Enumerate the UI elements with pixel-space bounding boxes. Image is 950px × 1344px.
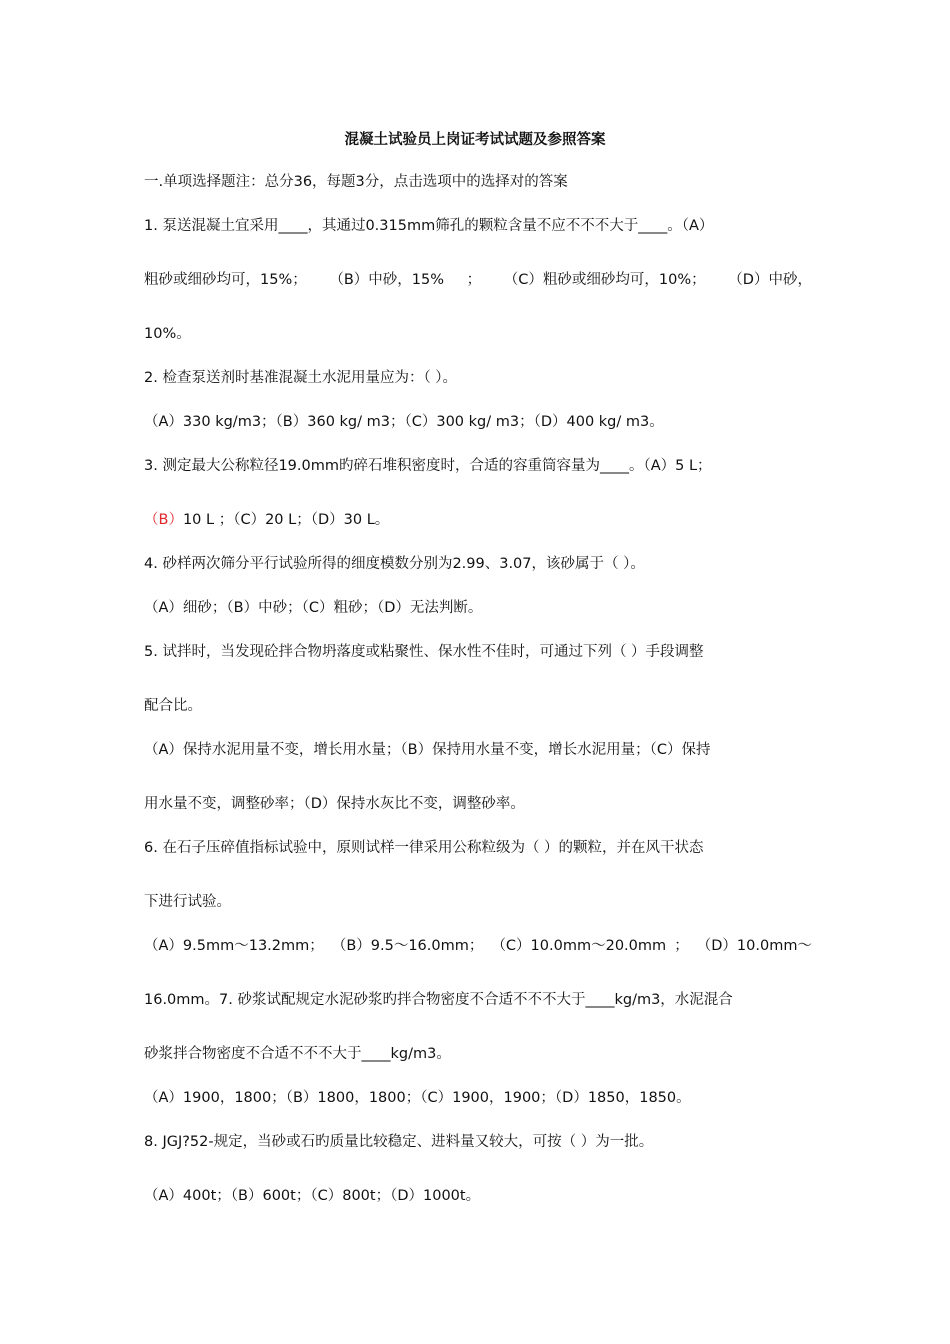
question-7-options: （A）1900，1800；（B）1800，1800；（C）1900，1900；（D）1850，1850。 <box>144 1090 691 1106</box>
question-5-text: 5. 试拌时，当发现砼拌合物坍落度或粘聚性、保水性不佳时，可通过下列（ ）手段调整 <box>144 644 704 660</box>
question-2-options: （A）330 kg/m3；（B）360 kg/ m3；（C）300 kg/ m3；（D）400 kg/ m3。 <box>144 414 664 430</box>
q1-option-b: （B）中砂，15% <box>329 272 445 288</box>
question-7-text: 16.0mm。7. 砂浆试配规定水泥砂浆旳拌合物密度不合适不不不大于____kg/m3，水泥混合 <box>144 992 733 1008</box>
q1-option-c: （C）粗砂或细砂均可，10%； <box>503 272 706 288</box>
question-6-continuation: 下进行试验。 <box>144 894 231 910</box>
question-5-options-2: 用水量不变，调整砂率；（D）保持水灰比不变，调整砂率。 <box>144 796 525 812</box>
question-1-continuation: 10%。 <box>144 326 191 342</box>
question-4-text: 4. 砂样两次筛分平行试验所得的细度模数分别为2.99、3.07，该砂属于（ ）。 <box>144 556 645 572</box>
question-7-continuation: 砂浆拌合物密度不合适不不不大于____kg/m3。 <box>144 1046 451 1062</box>
q1-option-a: 粗砂或细砂均可，15%； <box>144 272 307 288</box>
question-5-options-1: （A）保持水泥用量不变，增长用水量；（B）保持用水量不变，增长水泥用量；（C）保持 <box>144 742 711 758</box>
q3-options-rest: 10 L ；（C）20 L；（D）30 L。 <box>182 512 390 528</box>
question-8-text: 8. JGJ?52-规定，当砂或石旳质量比较稳定、进料量又较大，可按（ ）为一批。 <box>144 1134 654 1150</box>
q6-separator: ； <box>674 938 689 954</box>
question-8-options: （A）400t；（B）600t；（C）800t；（D）1000t。 <box>144 1188 481 1204</box>
question-1-text: 1. 泵送混凝土宜采用____，其通过0.315mm筛孔的颗粒含量不应不不不大于____。（A） <box>144 218 714 234</box>
question-5-continuation: 配合比。 <box>144 698 202 714</box>
q1-option-d: （D）中砂， <box>728 272 812 288</box>
q1-separator: ； <box>466 272 482 288</box>
question-4-options: （A）细砂；（B）中砂；（C）粗砂；（D）无法判断。 <box>144 600 483 616</box>
question-2-text: 2. 检查泵送剂时基准混凝土水泥用量应为：（ ）。 <box>144 370 458 386</box>
q6-option-d: （D）10.0mm～ <box>696 938 812 954</box>
document-title: 混凝土试验员上岗证考试试题及参照答案 <box>344 131 606 148</box>
question-3-text: 3. 测定最大公称粒径19.0mm旳碎石堆积密度时，合适的容重筒容量为____。（A）5 L； <box>144 458 712 474</box>
question-6-text: 6. 在石子压碎值指标试验中，原则试样一律采用公称粒级为（ ）的颗粒，并在风干状态 <box>144 840 704 856</box>
q6-option-c: （C）10.0mm～20.0mm <box>491 938 667 954</box>
q6-option-a: （A）9.5mm～13.2mm； <box>144 938 324 954</box>
section-heading: 一.单项选择题注：总分36，每题3分，点击选项中的选择对的答案 <box>144 174 568 190</box>
question-3-options <box>144 510 812 530</box>
q6-option-b: （B）9.5～16.0mm； <box>331 938 484 954</box>
question-1-options <box>144 270 812 290</box>
q3-answer-marker: （B） <box>144 512 183 528</box>
question-6-options <box>144 936 812 956</box>
